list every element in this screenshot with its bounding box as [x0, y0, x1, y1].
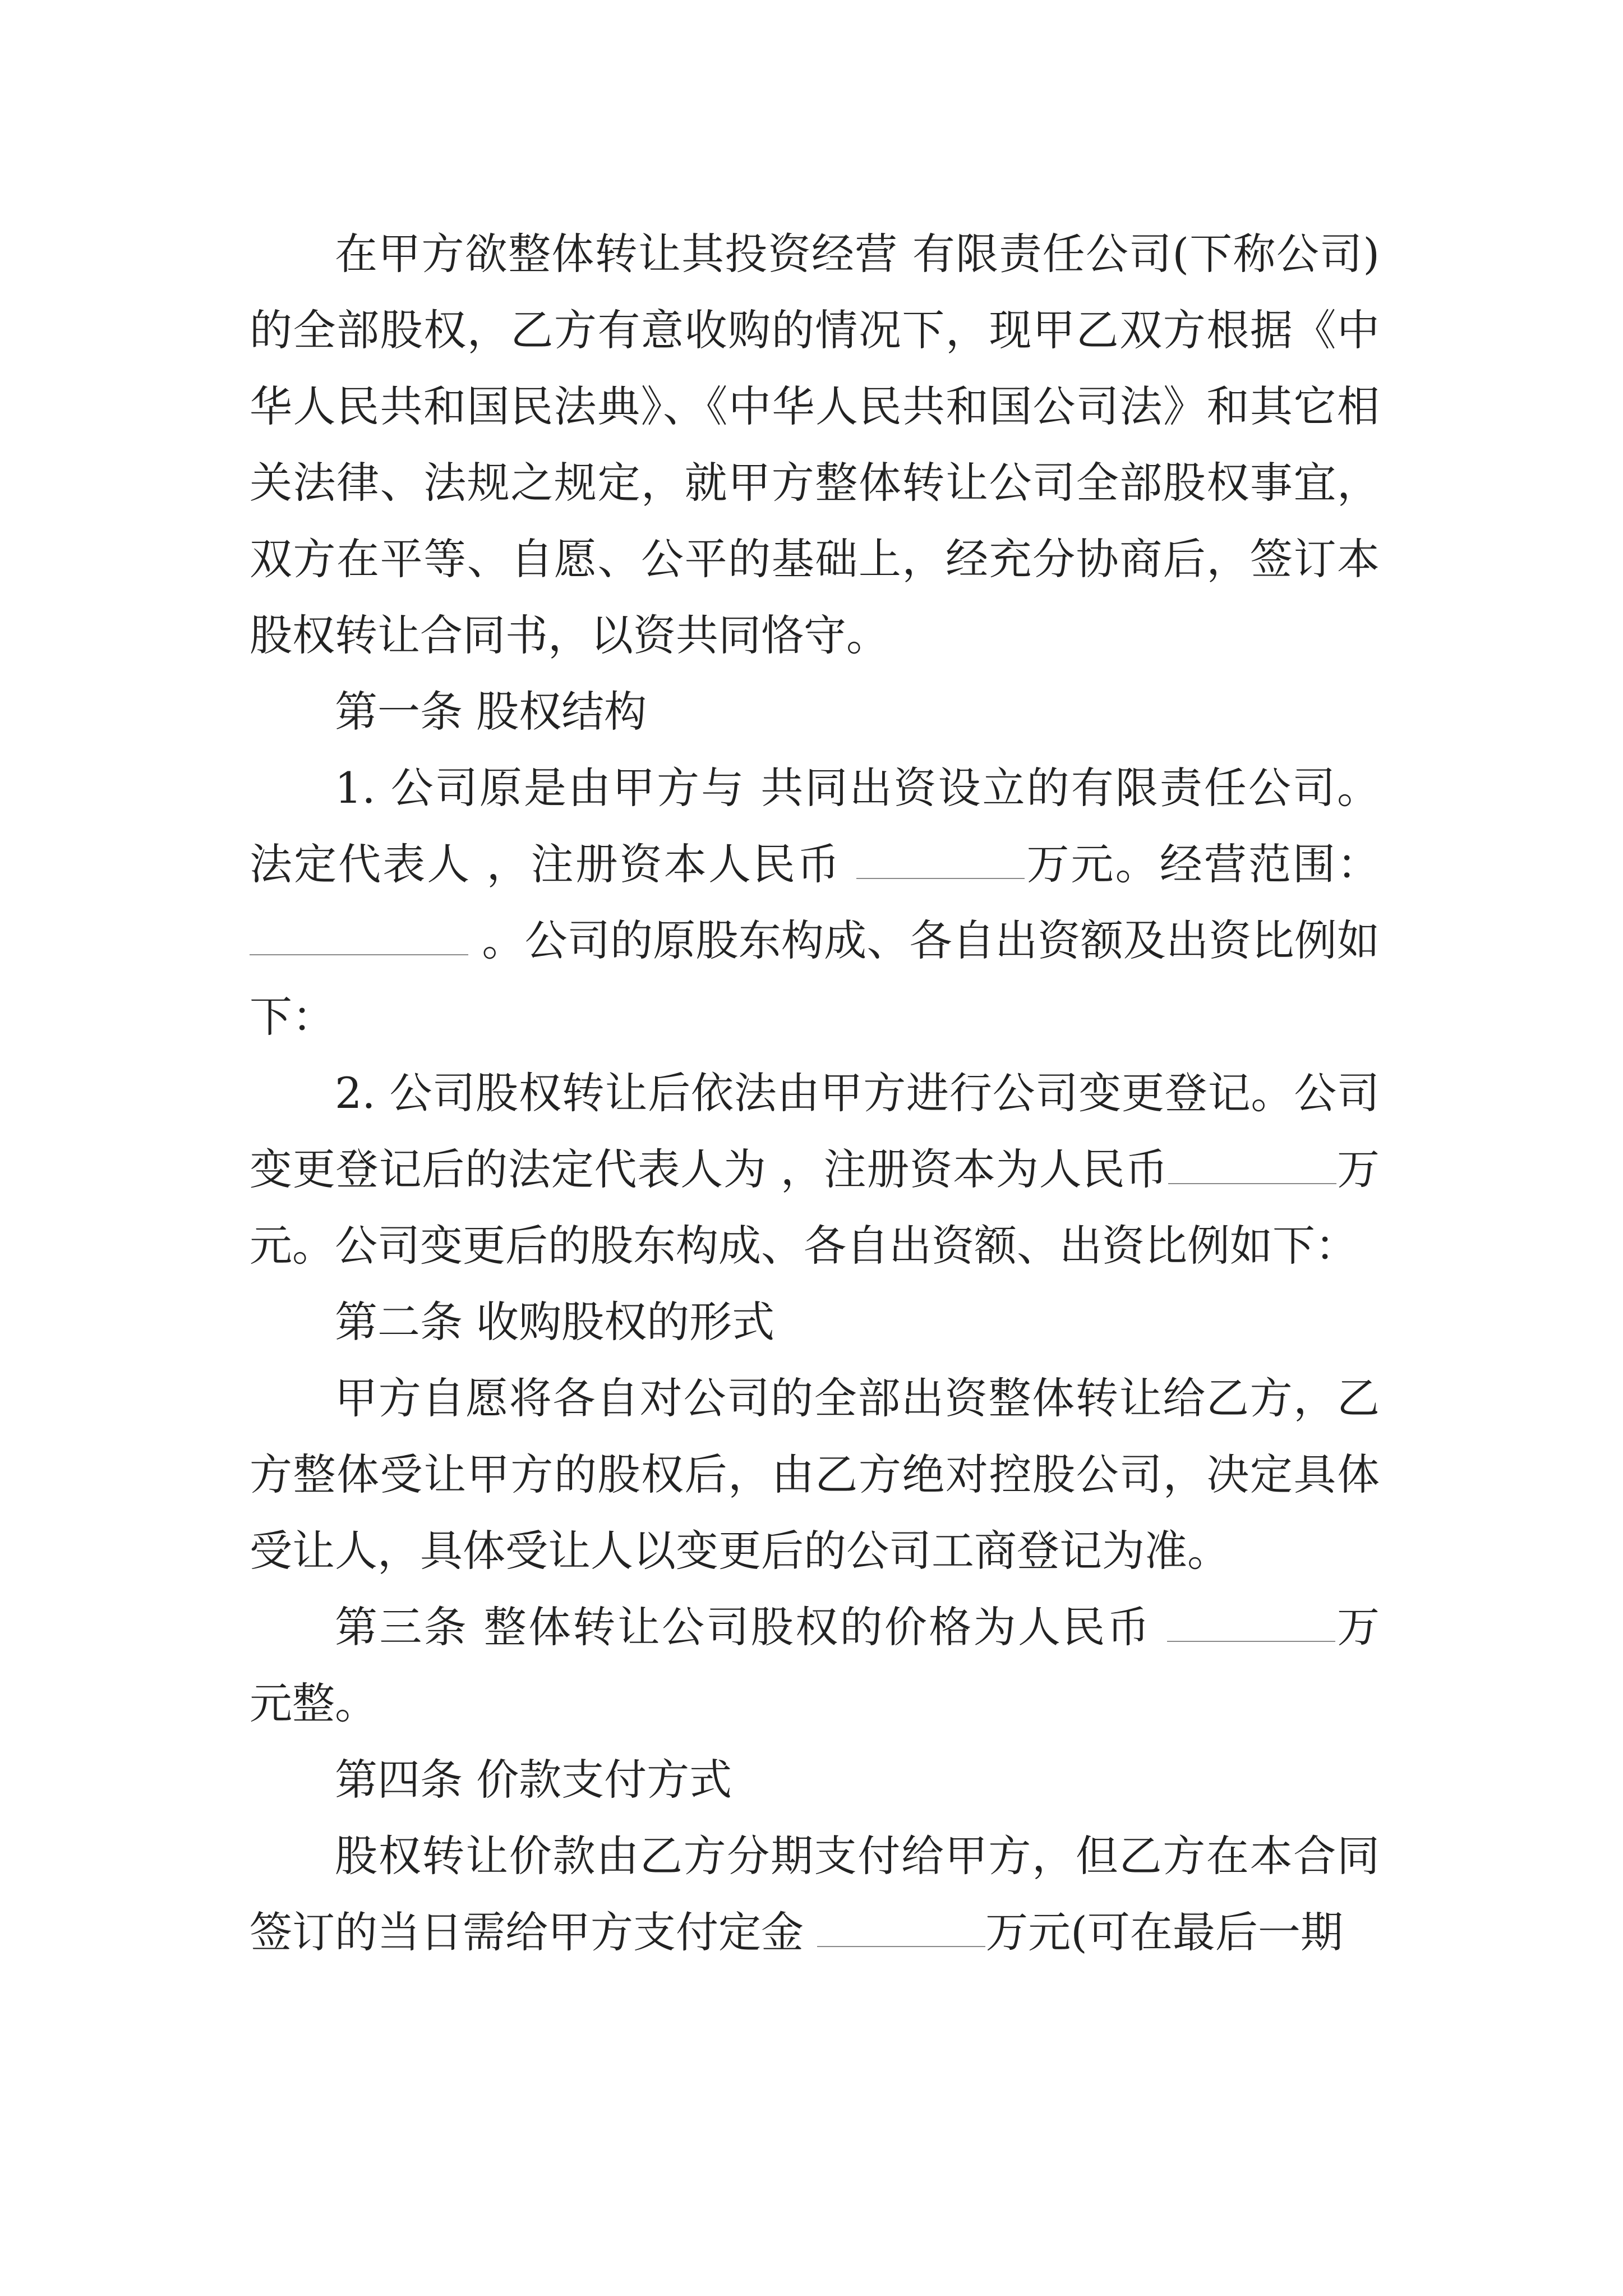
article-4-body-text-a: 股权转让价款由乙方分期支付给甲方，但乙方在本合同签订的当日需给甲方支付定金: [250, 1831, 1380, 1957]
article-1-item-1: [250, 750, 1380, 1055]
article-3-text-a: 第三条 整体转让公司股权的价格为人民币: [335, 1602, 1167, 1652]
article-1-heading: 第一条 股权结构: [335, 687, 647, 737]
changed-capital-blank: [1168, 1149, 1336, 1184]
transfer-price-blank: [1167, 1607, 1335, 1642]
article-2-heading: 第二条 收购股权的形式: [335, 1297, 775, 1347]
article-1-item-2-text-b: 万元。公司变更后的股东构成、各自出资额、出资比例如下：: [250, 1144, 1380, 1271]
article-2-body: 甲方自愿将各自对公司的全部出资整体转让给乙方，乙方整体受让甲方的股权后，由乙方绝对控股公司，决定具体受让人，具体受让人以变更后的公司工商登记为准。: [250, 1373, 1380, 1576]
article-1-item-2: [250, 1055, 1380, 1284]
contract-body: [250, 216, 1380, 1971]
business-scope-blank: [250, 921, 468, 955]
article-4-heading: 第四条 价款支付方式: [335, 1755, 732, 1805]
article-4-body-text-b: 万元(可在最后一期: [985, 1907, 1343, 1957]
article-1-item-1-text-a: 1. 公司原是由甲方与 共同出资设立的有限责任公司。法定代表人 ，注册资本人民币: [250, 763, 1380, 889]
article-1-item-2-text-a: 2. 公司股权转让后依法由甲方进行公司变更登记。公司变更登记后的法定代表人为 ，注册资本为人民币: [250, 1068, 1380, 1194]
article-1-item-1-text-b: 万元。经营范围：: [1025, 839, 1380, 889]
registered-capital-blank: [856, 844, 1025, 879]
article-3: [250, 1589, 1380, 1742]
article-3-text-b: 万元整。: [250, 1602, 1380, 1728]
intro-paragraph: 在甲方欲整体转让其投资经营 有限责任公司(下称公司)的全部股权，乙方有意收购的情况下，现甲乙双方根据《中华人民共和国民法典》、《中华人民共和国公司法》和其它相关法律、法规之规定，就甲方整体转让公司全部股权事宜，双方在平等、自愿、公平的基础上，经充分协商后，签订本股权转让合同书，以资共同恪守。: [250, 229, 1380, 660]
article-4-body: [250, 1818, 1380, 1971]
article-1-item-1-text-c: 。公司的原股东构成、各自出资额及出资比例如下：: [250, 915, 1380, 1042]
deposit-blank: [817, 1912, 985, 1947]
